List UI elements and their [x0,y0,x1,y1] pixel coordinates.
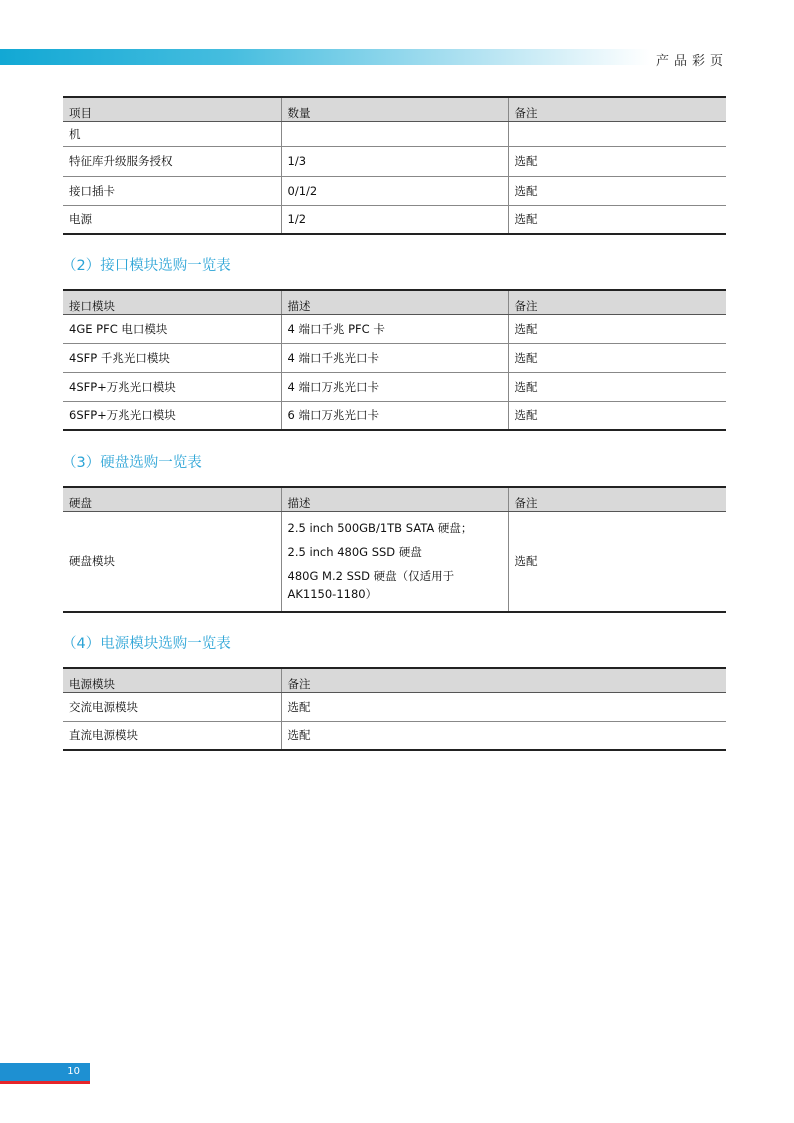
table-power-modules [63,667,726,751]
table-cell: 选配 [508,205,726,234]
table-row [63,314,726,343]
header-title: 产品彩页 [655,54,728,69]
header-cell-note: 备注 [281,668,726,692]
table-cell: 1/2 [281,205,508,234]
table-row [63,176,726,205]
header-cell-quantity: 数量 [281,97,508,121]
table-cell: 选配 [508,372,726,401]
table-cell: 0/1/2 [281,176,508,205]
table-cell: 直流电源模块 [63,721,281,750]
header-cell-note: 备注 [508,487,726,511]
table-header-row [63,668,726,692]
table-cell: 选配 [508,343,726,372]
table-row [63,692,726,721]
description-line: 2.5 inch 480G SSD 硬盘 [287,545,422,560]
table-cell: 1/3 [281,146,508,176]
table-disks [63,486,726,613]
table-header-row [63,97,726,121]
table-cell: 交流电源模块 [63,692,281,721]
header-cell-power-module: 电源模块 [63,668,281,692]
table-row [63,401,726,430]
table-cell: 特征库升级服务授权 [63,146,281,176]
table-row [63,343,726,372]
table-cell: 选配 [508,511,726,612]
description-line: 2.5 inch 500GB/1TB SATA 硬盘； [287,521,473,536]
table-cell: 接口插卡 [63,176,281,205]
table-cell: 选配 [508,176,726,205]
table-item-quantity [63,96,726,235]
header-gradient-bar [0,49,650,65]
table-interface-modules [63,289,726,431]
table-cell [508,121,726,146]
table-header-row [63,290,726,314]
header-cell-description: 描述 [281,290,508,314]
header-cell-module: 接口模块 [63,290,281,314]
table-cell: 4SFP 千兆光口模块 [63,343,281,372]
table-cell: 4 端口万兆光口卡 [281,372,508,401]
table-cell: 选配 [508,401,726,430]
table-row [63,721,726,750]
table-cell: 选配 [281,692,726,721]
table-cell: 机 [63,121,281,146]
header-cell-disk: 硬盘 [63,487,281,511]
section-title-interface-modules: （2）接口模块选购一览表 [62,258,231,274]
section-title-disks: （3）硬盘选购一览表 [62,455,202,471]
table-cell: 4GE PFC 电口模块 [63,314,281,343]
table-cell: 选配 [508,146,726,176]
header-cell-item: 项目 [63,97,281,121]
table-row [63,205,726,234]
table-cell: 电源 [63,205,281,234]
table-cell: 4 端口千兆 PFC 卡 [281,314,508,343]
table-row [63,511,726,612]
description-line: 480G M.2 SSD 硬盘（仅适用于AK1150-1180） [287,569,455,602]
page-number-underline [0,1081,90,1084]
table-row [63,146,726,176]
table-row [63,121,726,146]
table-cell: 选配 [281,721,726,750]
table-row [63,372,726,401]
header-cell-note: 备注 [508,97,726,121]
table-header-row [63,487,726,511]
table-cell: 硬盘模块 [63,511,281,612]
section-title-power-modules: （4）电源模块选购一览表 [62,636,231,652]
header-cell-description: 描述 [281,487,508,511]
header-cell-note: 备注 [508,290,726,314]
page-number: 10 [67,1066,80,1077]
table-cell: 4 端口千兆光口卡 [281,343,508,372]
table-cell: 6SFP+万兆光口模块 [63,401,281,430]
page-number-box [0,1063,90,1081]
table-cell [281,121,508,146]
table-cell: 4SFP+万兆光口模块 [63,372,281,401]
table-cell-description [281,511,508,612]
table-cell: 6 端口万兆光口卡 [281,401,508,430]
table-cell: 选配 [508,314,726,343]
